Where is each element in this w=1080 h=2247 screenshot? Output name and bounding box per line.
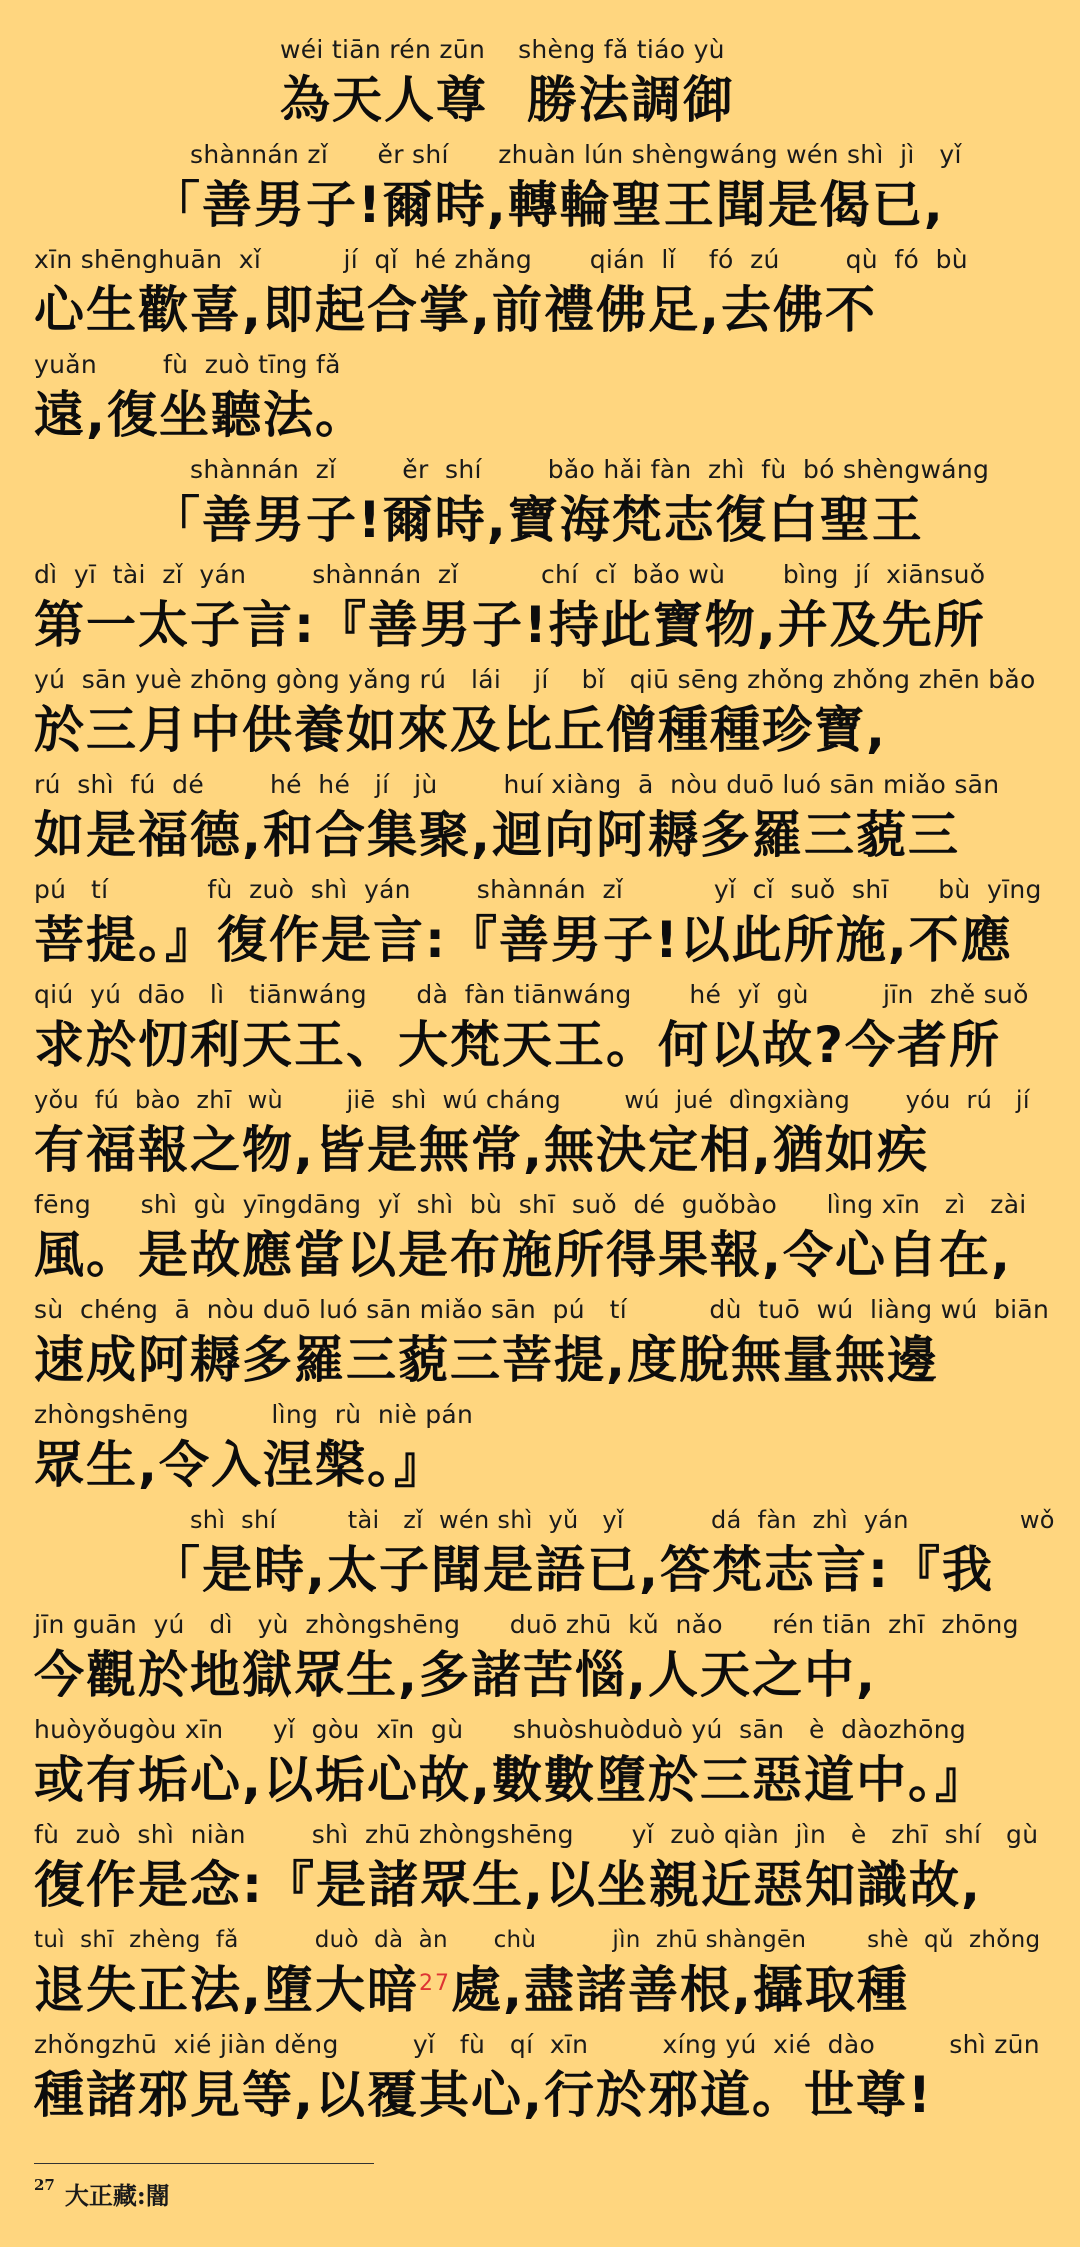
- text-line: [0, 135, 1080, 239]
- text-line: [0, 2025, 1080, 2129]
- chinese-text-part: 處,盡諸善根,攝取種: [451, 1961, 909, 2019]
- pinyin-annotation: zhòngshēng lìng rù niè pán: [34, 1400, 474, 1429]
- chinese-text: 速成阿耨多羅三藐三菩提,度脫無量無邊: [34, 1331, 939, 1389]
- chinese-text: 第一太子言:『善男子!持此寶物,并及先所: [34, 596, 986, 654]
- text-line: [0, 240, 1080, 344]
- text-line: [0, 975, 1080, 1079]
- text-line: [0, 1920, 1080, 2024]
- chinese-text: 有福報之物,皆是無常,無決定相,猶如疾: [34, 1121, 929, 1179]
- chinese-text: 「善男子!爾時,寶海梵志復白聖王: [150, 491, 924, 549]
- text-line: [0, 450, 1080, 554]
- pinyin-annotation: fēng shì gù yīngdāng yǐ shì bù shī suǒ dé guǒbào lìng xīn zì zài: [34, 1190, 1027, 1219]
- footnote-reference[interactable]: 27: [419, 1971, 451, 1996]
- chinese-text: 遠,復坐聽法。: [34, 386, 367, 444]
- chinese-text: 「是時,太子聞是語已,答梵志言:『我: [150, 1541, 994, 1599]
- pinyin-annotation: dì yī tài zǐ yán shànnán zǐ chí cǐ bǎo wù bìng jí xiānsuǒ: [34, 560, 986, 589]
- pinyin-annotation: huòyǒugòu xīn yǐ gòu xīn gù shuòshuòduò yú sān è dàozhōng: [34, 1715, 967, 1744]
- footnote-divider: [34, 2163, 374, 2164]
- pinyin-annotation: shì shí tài zǐ wén shì yǔ yǐ dá fàn zhì yán wǒ: [190, 1506, 1055, 1534]
- text-line: [0, 765, 1080, 869]
- pinyin-annotation: zhǒngzhū xié jiàn děng yǐ fù qí xīn xíng yú xié dào shì zūn: [34, 2030, 1040, 2059]
- chinese-text-part: 退失正法,墮大暗: [34, 1961, 419, 2019]
- chinese-text: 如是福德,和合集聚,迴向阿耨多羅三藐三: [34, 806, 960, 864]
- footnote-text: 大正藏:闇: [64, 2181, 170, 2210]
- text-line: [0, 1185, 1080, 1289]
- chinese-text: 「善男子!爾時,轉輪聖王聞是偈已,: [150, 176, 945, 234]
- chinese-text: [34, 1958, 909, 2022]
- chinese-text: 風。是故應當以是布施所得果報,令心自在,: [34, 1226, 1012, 1284]
- text-line: [0, 1290, 1080, 1394]
- title-text: 為天人尊 勝法調御: [280, 71, 735, 129]
- text-line: [0, 1395, 1080, 1499]
- footnote: [34, 2176, 170, 2211]
- pinyin-annotation: shànnán zǐ ěr shí zhuàn lún shèngwáng wén shì jì yǐ: [190, 140, 962, 169]
- chinese-text: 今觀於地獄眾生,多諸苦惱,人天之中,: [34, 1646, 877, 1704]
- pinyin-annotation: tuì shī zhèng fǎ duò dà àn chù jìn zhū shàngēn shè qǔ zhǒng: [34, 1927, 1041, 1953]
- text-line: [0, 870, 1080, 974]
- pinyin-annotation: yǒu fú bào zhī wù jiē shì wú cháng wú jué dìngxiàng yóu rú jí: [34, 1086, 1030, 1114]
- text-line: [0, 1500, 1080, 1604]
- pinyin-annotation: fù zuò shì niàn shì zhū zhòngshēng yǐ zuò qiàn jìn è zhī shí gù: [34, 1820, 1039, 1849]
- chinese-text: 種諸邪見等,以覆其心,行於邪道。世尊!: [34, 2066, 933, 2124]
- title-pinyin: wéi tiān rén zūn shèng fǎ tiáo yù: [280, 35, 725, 64]
- pinyin-annotation: yú sān yuè zhōng gòng yǎng rú lái jí bǐ qiū sēng zhǒng zhǒng zhēn bǎo: [34, 665, 1036, 694]
- pinyin-annotation: shànnán zǐ ěr shí bǎo hǎi fàn zhì fù bó shèngwáng: [190, 455, 990, 484]
- text-line: [0, 555, 1080, 659]
- pinyin-annotation: rú shì fú dé hé hé jí jù huí xiàng ā nòu duō luó sān miǎo sān: [34, 770, 1000, 799]
- chinese-text: 於三月中供養如來及比丘僧種種珍寶,: [34, 701, 887, 759]
- title-line: [0, 30, 1080, 134]
- chinese-text: 求於忉利天王、大梵天王。何以故?今者所: [34, 1016, 1002, 1074]
- footnote-number: 27: [34, 2176, 55, 2194]
- pinyin-annotation: sù chéng ā nòu duō luó sān miǎo sān pú tí dù tuō wú liàng wú biān: [34, 1295, 1050, 1324]
- text-line: [0, 1605, 1080, 1709]
- text-line: [0, 1080, 1080, 1184]
- pinyin-annotation: jīn guān yú dì yù zhòngshēng duō zhū kǔ nǎo rén tiān zhī zhōng: [34, 1610, 1019, 1639]
- pinyin-annotation: yuǎn fù zuò tīng fǎ: [34, 350, 341, 379]
- text-line: [0, 1710, 1080, 1814]
- text-line: [0, 1815, 1080, 1919]
- chinese-text: 復作是念:『是諸眾生,以坐親近惡知識故,: [34, 1856, 982, 1914]
- pinyin-annotation: pú tí fù zuò shì yán shànnán zǐ yǐ cǐ suǒ shī bù yīng: [34, 875, 1042, 904]
- text-line: [0, 345, 1080, 449]
- pinyin-annotation: xīn shēnghuān xǐ jí qǐ hé zhǎng qián lǐ fó zú qù fó bù: [34, 245, 968, 274]
- chinese-text: 菩提。』復作是言:『善男子!以此所施,不應: [34, 911, 1013, 969]
- chinese-text: 或有垢心,以垢心故,數數墮於三惡道中。』: [34, 1751, 987, 1809]
- text-line: [0, 660, 1080, 764]
- chinese-text: 心生歡喜,即起合掌,前禮佛足,去佛不: [34, 281, 877, 339]
- chinese-text: 眾生,令入涅槃。』: [34, 1436, 446, 1494]
- pinyin-annotation: qiú yú dāo lì tiānwáng dà fàn tiānwáng hé yǐ gù jīn zhě suǒ: [34, 980, 1029, 1009]
